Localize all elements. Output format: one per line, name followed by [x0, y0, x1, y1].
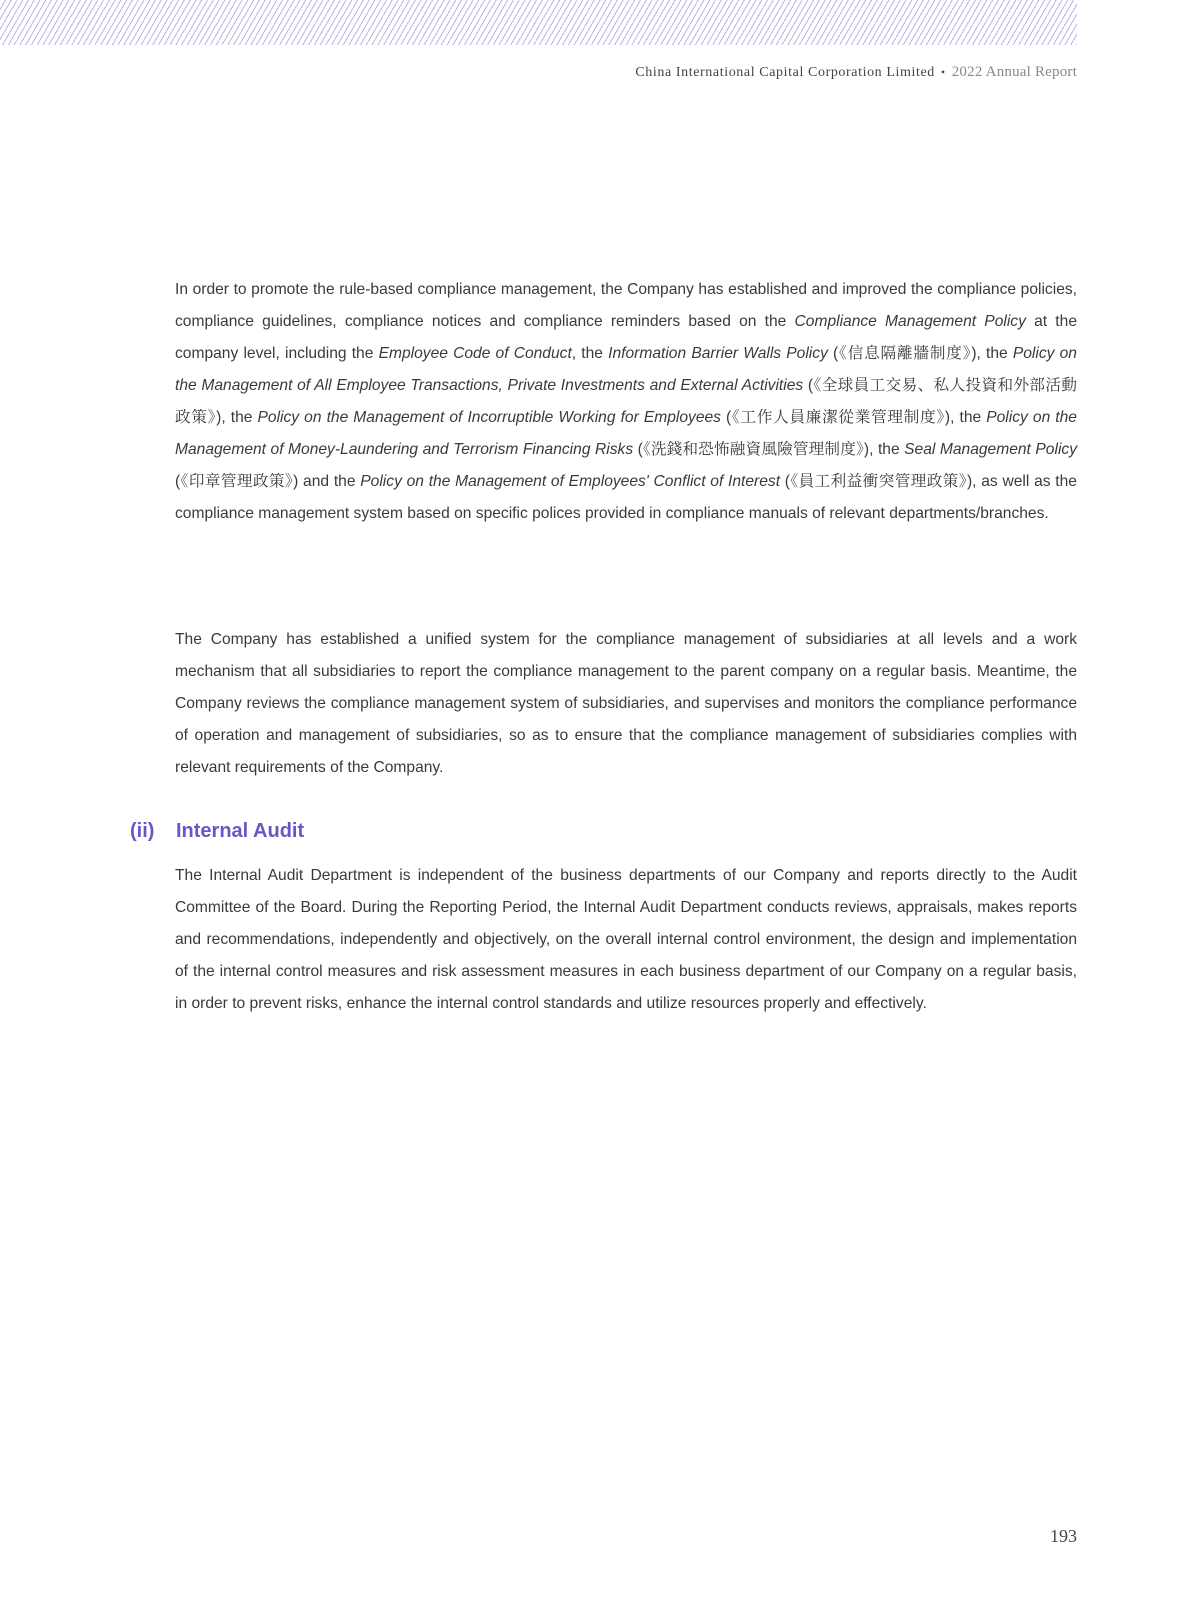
- text: at the company level, including the: [175, 313, 1077, 362]
- page-number: 193: [1050, 1526, 1077, 1546]
- text: (《全球員工交易、私人投資和外部活動政策》), the: [175, 377, 1077, 426]
- report-title: 2022 Annual Report: [951, 64, 1077, 80]
- section-number: (ii): [130, 820, 155, 842]
- policy-title: Policy on the Management of Money-Laundering and Terrorism Financing Risks: [175, 409, 1077, 458]
- text: (《工作人員廉潔從業管理制度》), the: [720, 409, 987, 426]
- header-separator: •: [940, 65, 946, 79]
- policy-title: Policy on the Management of Incorruptible Working for Employees: [257, 409, 721, 426]
- policy-title: Seal Management Policy: [904, 441, 1077, 458]
- text: (《洗錢和恐怖融資風險管理制度》), the: [633, 441, 905, 458]
- paragraph-compliance-policies: [175, 274, 1077, 530]
- text: (《員工利益衝突管理政策》), as well as the compliance management system based on specific polices provided in compliance manuals of relevant departments/branches.: [175, 473, 1077, 522]
- running-header: [635, 64, 1077, 81]
- paragraph-subsidiaries: The Company has established a unified system for the compliance management of subsidiaries at all levels and a work mechanism that all subsidiaries to report the compliance management to the parent company on a regular basis. Meantime, the Company reviews the compliance management system of subsidiaries, and supervises and monitors the compliance performance of operation and management of subsidiaries, so as to ensure that the compliance management of subsidiaries complies with relevant requirements of the Company.: [175, 631, 1077, 776]
- policy-title: Employee Code of Conduct: [378, 345, 572, 362]
- text: (《信息隔離牆制度》), the: [827, 345, 1013, 362]
- text: (《印章管理政策》) and the: [175, 473, 361, 490]
- policy-title: Information Barrier Walls Policy: [608, 345, 828, 362]
- section-title: Internal Audit: [176, 820, 305, 842]
- policy-title: Compliance Management Policy: [794, 313, 1026, 330]
- decorative-hatch-band: [0, 0, 1077, 45]
- paragraph-internal-audit: The Internal Audit Department is independent of the business departments of our Company and reports directly to the Audit Committee of the Board. During the Reporting Period, the Internal Audit Department conducts reviews, appraisals, makes reports and recommendations, independently and objectively, on the overall internal control environment, the design and implementation of the internal control measures and risk assessment measures in each business department of our Company on a regular basis, in order to prevent risks, enhance the internal control standards and utilize resources properly and effectively.: [175, 867, 1077, 1012]
- policy-title: Policy on the Management of Employees' Conflict of Interest: [360, 473, 781, 490]
- text: In order to promote the rule-based compliance management, the Company has established and improved the compliance policies, compliance guidelines, compliance notices and compliance reminders based on the: [175, 281, 1077, 330]
- company-name: China International Capital Corporation Limited: [635, 65, 935, 80]
- section-heading: [130, 820, 304, 843]
- text: , the: [571, 345, 609, 362]
- policy-title: Policy on the Management of All Employee Transactions, Private Investments and External Activities: [175, 345, 1077, 394]
